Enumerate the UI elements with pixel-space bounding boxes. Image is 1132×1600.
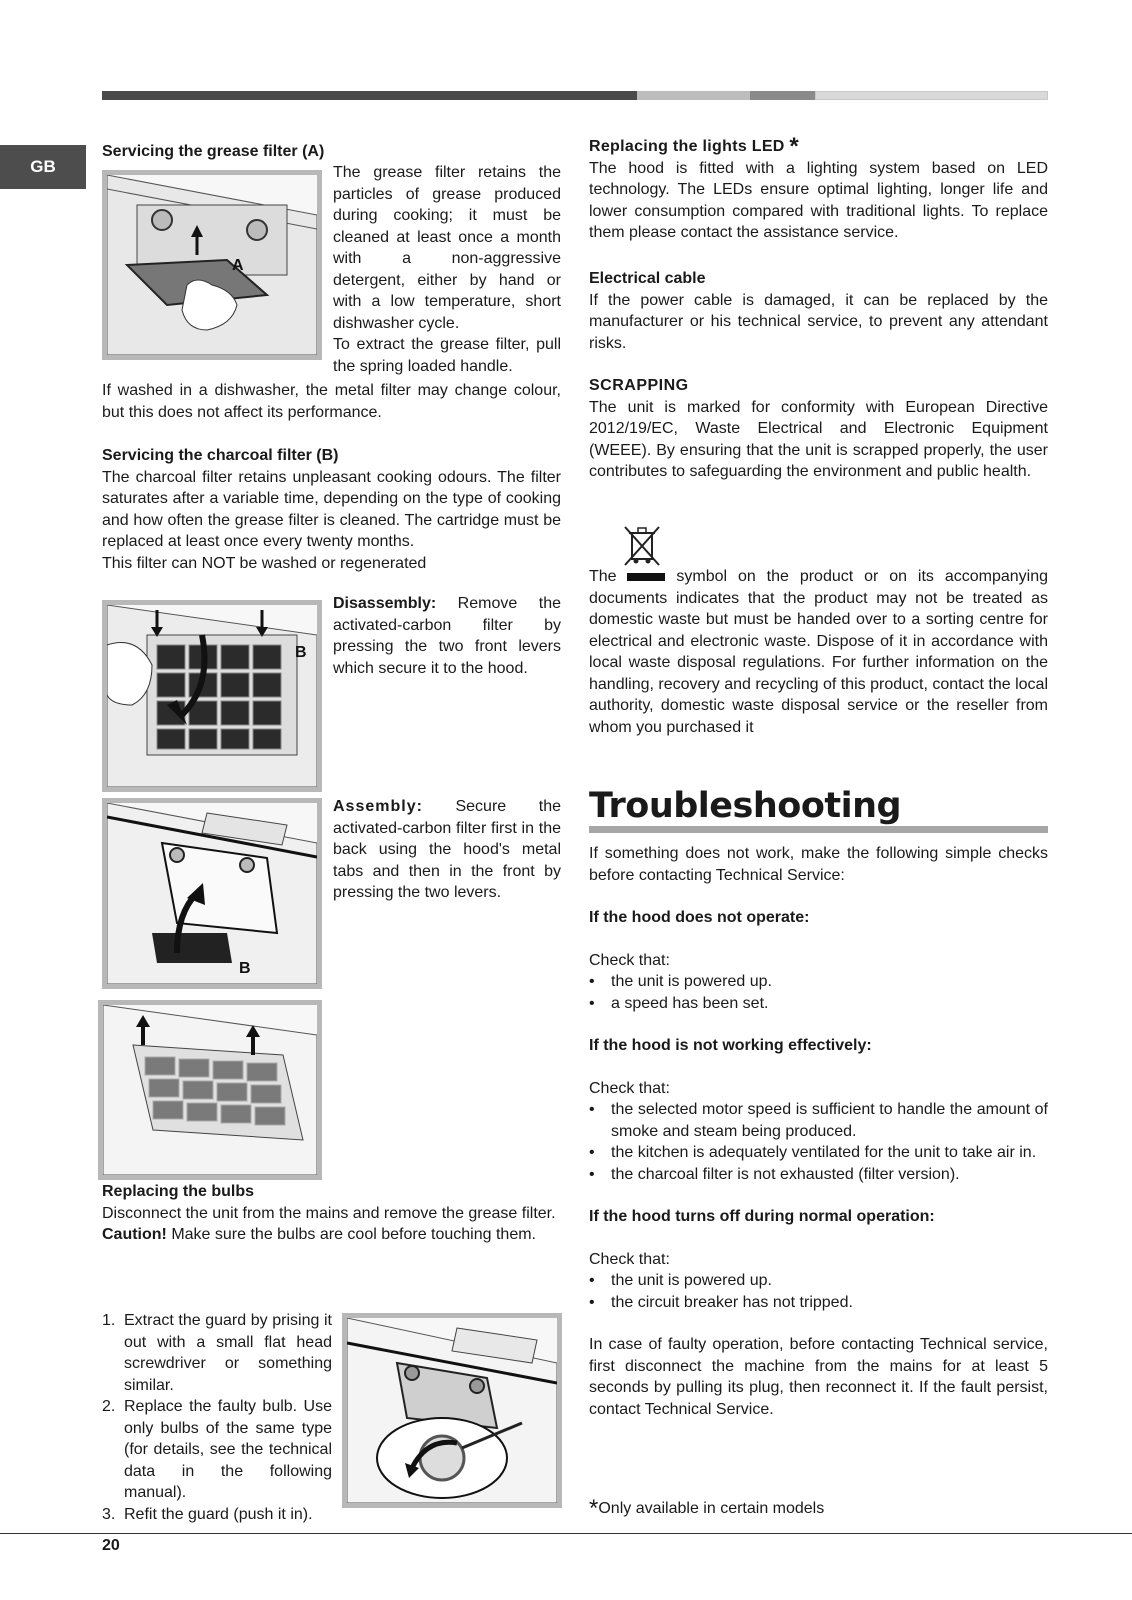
cable-section xyxy=(589,268,1048,354)
bulb-step xyxy=(102,1504,332,1526)
bulb-replacement-figure xyxy=(342,1313,562,1508)
bullet-icon: • xyxy=(589,1144,595,1161)
led-title-text: Replacing the lights LED xyxy=(589,138,785,155)
figure-label-b2: B xyxy=(239,960,251,977)
footer-rule xyxy=(0,1533,1132,1534)
bulb-replacement-illustration xyxy=(347,1318,557,1503)
weee-pre: The xyxy=(589,568,617,585)
grease-filter-dishwasher-note xyxy=(102,380,561,423)
troubleshooting-body xyxy=(589,843,1048,1420)
caution-label: Caution! xyxy=(102,1226,167,1243)
bulbs-title: Replacing the bulbs xyxy=(102,1183,255,1200)
scrapping-title: SCRAPPING xyxy=(589,377,689,394)
language-tab: GB xyxy=(0,145,86,189)
charcoal-filter-title: Servicing the charcoal filter (B) xyxy=(102,447,339,464)
bullet-icon: • xyxy=(589,1101,595,1118)
led-description: The hood is fitted with a lighting system based on LED technology. The LEDs ensure optimal lighting, longer life and lower consumption compared with traditional lights. To replace them please contact the assistance service. xyxy=(589,159,1048,241)
bullet-icon: • xyxy=(589,994,595,1012)
ts-check: Check that: xyxy=(589,1250,670,1268)
ts-item-text: the selected motor speed is sufficient to handle the amount of smoke and steam being produced. xyxy=(611,1101,1048,1140)
troubleshooting-outro: In case of faulty operation, before contacting Technical service, first disconnect the machine from the mains for at least 5 seconds by pulling its plug, then reconnect it. If the fault persist, contact Technical Service. xyxy=(589,1336,1048,1418)
charcoal-disassembly-illustration xyxy=(107,605,317,787)
led-title xyxy=(589,133,1048,160)
cable-description: If the power cable is damaged, it can be replaced by the manufacturer or his technical service, to prevent any attendant risks. xyxy=(589,291,1048,352)
charcoal-disassembly-figure xyxy=(102,600,322,792)
cable-title: Electrical cable xyxy=(589,270,706,287)
ts-item-text: the unit is powered up. xyxy=(611,973,772,990)
caution-text: Make sure the bulbs are cool before touching them. xyxy=(171,1226,536,1243)
grease-filter-description: The grease filter retains the particles of grease produced during cooking; it must be cleaned at least once a month with a non-aggressive detergent, either by hand or with a low temperature, short dishwasher cycle. xyxy=(333,164,561,332)
bulbs-caution xyxy=(102,1224,561,1246)
header-bar-dark xyxy=(102,91,637,100)
footnote xyxy=(589,1495,824,1523)
disassembly-label: Disassembly: xyxy=(333,595,437,612)
figure-label-a: A xyxy=(232,257,244,274)
charcoal-installed-illustration xyxy=(103,1005,317,1175)
grease-filter-side-text xyxy=(333,162,561,377)
assembly-text xyxy=(333,796,561,904)
grease-filter-extract: To extract the grease filter, pull the spring loaded handle. xyxy=(333,336,561,375)
led-section xyxy=(589,133,1048,244)
weee-bin-icon xyxy=(622,525,662,571)
ts-item xyxy=(589,1292,1048,1314)
ts-item xyxy=(589,993,1048,1015)
charcoal-filter-no-wash: This filter can NOT be washed or regenerated xyxy=(102,554,427,572)
weee-description: symbol on the product or on its accompanying documents indicates that the product may not be treated as domestic waste but must be handed over to a sorting centre for electrical and electronic waste. Dispose of it in accordance with local waste disposal regulations. For further information on the handling, recovery and recycling of this product, contact the local authority, domestic waste disposal service or the reseller from whom you purchased it xyxy=(589,568,1048,736)
charcoal-assembly-illustration xyxy=(107,803,317,984)
grease-filter-title: Servicing the grease filter (A) xyxy=(102,143,325,160)
asterisk-icon: * xyxy=(789,133,800,160)
ts-item-text: the charcoal filter is not exhausted (filter version). xyxy=(611,1165,960,1183)
bullet-icon: • xyxy=(589,973,595,990)
weee-paragraph xyxy=(589,566,1048,738)
charcoal-filter-description: The charcoal filter retains unpleasant cooking odours. The filter saturates after a variable time, depending on the type of cooking and how often the grease filter is cleaned. The cartridge must be replaced at least once every twenty months. xyxy=(102,468,561,550)
bullet-icon: • xyxy=(589,1272,595,1289)
weee-bar-icon xyxy=(627,573,665,581)
header-bar-mid xyxy=(750,91,815,100)
ts-heading: If the hood turns off during normal operation: xyxy=(589,1208,935,1225)
bulb-step xyxy=(102,1396,332,1504)
ts-item xyxy=(589,1099,1048,1142)
dishwasher-note-text: If washed in a dishwasher, the metal filter may change colour, but this does not affect its performance. xyxy=(102,382,561,421)
grease-filter-figure xyxy=(102,170,322,360)
assembly-description: Secure the activated-carbon filter first in the back using the hood's metal tabs and then in the front by pressing the two levers. xyxy=(333,798,561,901)
bulbs-description: Disconnect the unit from the mains and remove the grease filter. xyxy=(102,1204,556,1222)
disassembly-text xyxy=(333,593,561,679)
charcoal-installed-figure xyxy=(98,1000,322,1180)
bulb-step xyxy=(102,1310,332,1396)
step-number: 1. xyxy=(102,1312,116,1329)
ts-item xyxy=(589,1164,1048,1186)
charcoal-filter-section xyxy=(102,445,561,574)
bullet-icon: • xyxy=(589,1165,595,1183)
ts-item xyxy=(589,1270,1048,1292)
footnote-text: Only available in certain models xyxy=(598,1500,825,1517)
grease-filter-illustration xyxy=(107,175,317,355)
ts-item xyxy=(589,1142,1048,1164)
troubleshooting-title: Troubleshooting xyxy=(589,786,1048,833)
bulbs-section xyxy=(102,1181,561,1246)
page-number: 20 xyxy=(102,1537,120,1554)
scrapping-description: The unit is marked for conformity with European Directive 2012/19/EC, Waste Electrical and Electronic Equipment (WEEE). By ensuring that the unit is scrapped properly, the user contributes to safeguarding the environment and public health. xyxy=(589,398,1048,480)
header-bar-light xyxy=(637,91,750,100)
ts-check: Check that: xyxy=(589,1079,670,1097)
disassembly-description: Remove the activated-carbon filter by pressing the two front levers which secure it to the hood. xyxy=(333,595,561,677)
asterisk-icon: * xyxy=(589,1495,599,1522)
figure-label-b1: B xyxy=(295,644,307,661)
step-number: 2. xyxy=(102,1398,116,1415)
ts-item-text: the kitchen is adequately ventilated for the unit to take air in. xyxy=(611,1144,1037,1161)
ts-item-text: the unit is powered up. xyxy=(611,1272,772,1289)
weee-symbol-text xyxy=(589,566,1048,738)
charcoal-assembly-figure xyxy=(102,798,322,989)
ts-heading: If the hood is not working effectively: xyxy=(589,1037,872,1054)
step-text: Replace the faulty bulb. Use only bulbs of the same type (for details, see the technical data in the following manual). xyxy=(124,1398,332,1501)
step-number: 3. xyxy=(102,1505,116,1523)
ts-item-text: the circuit breaker has not tripped. xyxy=(611,1293,853,1311)
ts-item xyxy=(589,971,1048,993)
scrapping-section xyxy=(589,375,1048,483)
assembly-label: Assembly: xyxy=(333,798,423,815)
bulbs-steps xyxy=(102,1310,332,1525)
step-text: Extract the guard by prising it out with a small flat head screwdriver or something similar. xyxy=(124,1312,332,1394)
ts-check: Check that: xyxy=(589,951,670,969)
ts-heading: If the hood does not operate: xyxy=(589,909,810,926)
header-bar-pale xyxy=(815,91,1048,100)
step-text: Refit the guard (push it in). xyxy=(124,1505,313,1523)
ts-item-text: a speed has been set. xyxy=(611,994,769,1012)
troubleshooting-intro: If something does not work, make the following simple checks before contacting Technical Service: xyxy=(589,845,1048,884)
bullet-icon: • xyxy=(589,1293,595,1311)
